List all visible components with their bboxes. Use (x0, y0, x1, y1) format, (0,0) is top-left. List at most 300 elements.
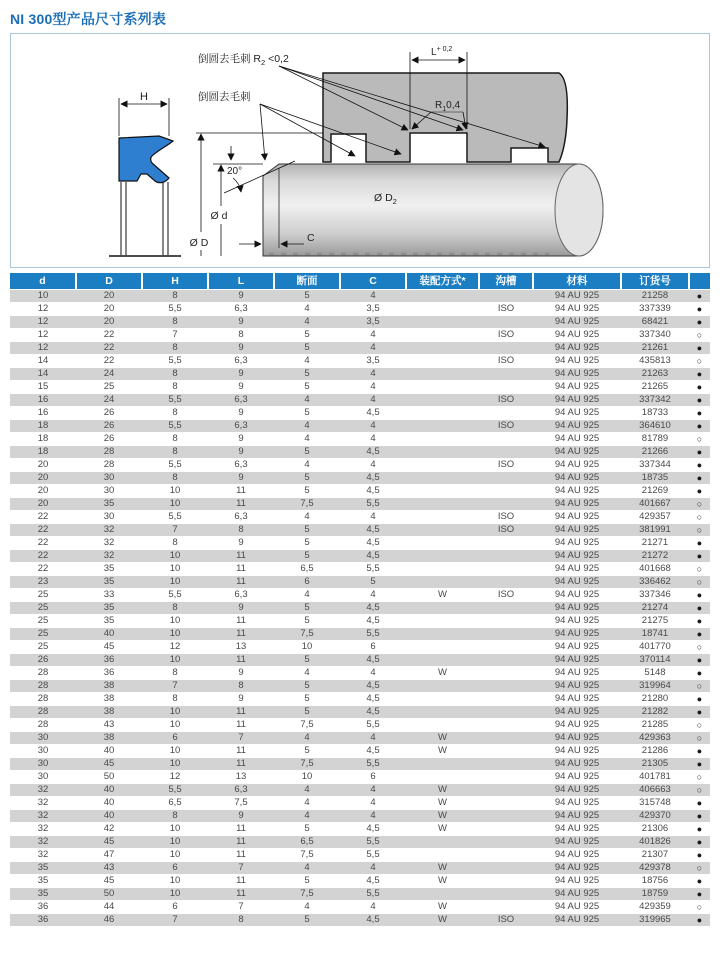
table-row (10, 653, 710, 666)
availability-marker: ● (689, 913, 710, 926)
table-row (10, 549, 710, 562)
availability-marker: ○ (689, 328, 710, 341)
cell-D: 36 (76, 666, 142, 679)
cell-section: 7,5 (274, 497, 340, 510)
l-dim-label: $L^{+ 0,2}$ (431, 46, 453, 58)
cell-order-no: 319965 (621, 913, 689, 926)
availability-marker: ● (689, 848, 710, 861)
table-row (10, 419, 710, 432)
availability-marker: ● (689, 549, 710, 562)
deburr-label: 倒圆去毛刺 (198, 91, 251, 103)
cell-D: 20 (76, 315, 142, 328)
cell-order-no: 68421 (621, 315, 689, 328)
cell-C: 4 (340, 588, 406, 601)
availability-marker: ● (689, 653, 710, 666)
table-row (10, 809, 710, 822)
cell-assembly (406, 393, 479, 406)
cell-assembly (406, 380, 479, 393)
cell-groove (479, 809, 533, 822)
cell-d: 12 (10, 328, 76, 341)
cell-D: 24 (76, 393, 142, 406)
cell-H: 8 (142, 367, 208, 380)
table-row (10, 666, 710, 679)
cell-C: 4 (340, 510, 406, 523)
cell-C: 4,5 (340, 653, 406, 666)
availability-marker: ○ (689, 679, 710, 692)
availability-marker: ○ (689, 523, 710, 536)
cell-material: 94 AU 925 (533, 601, 621, 614)
cell-C: 4 (340, 900, 406, 913)
availability-marker: ○ (689, 861, 710, 874)
cell-material: 94 AU 925 (533, 406, 621, 419)
cell-section: 5 (274, 406, 340, 419)
cell-C: 4 (340, 861, 406, 874)
cell-assembly (406, 328, 479, 341)
cell-L: 11 (208, 484, 274, 497)
cell-assembly: W (406, 744, 479, 757)
cell-L: 9 (208, 601, 274, 614)
cell-d: 20 (10, 484, 76, 497)
cell-C: 4,5 (340, 484, 406, 497)
cell-D: 40 (76, 783, 142, 796)
cell-order-no: 18741 (621, 627, 689, 640)
cell-L: 11 (208, 627, 274, 640)
cell-order-no: 406663 (621, 783, 689, 796)
cell-D: 43 (76, 861, 142, 874)
cell-d: 28 (10, 666, 76, 679)
cell-material: 94 AU 925 (533, 471, 621, 484)
cell-D: 26 (76, 406, 142, 419)
cell-L: 9 (208, 406, 274, 419)
cell-L: 9 (208, 432, 274, 445)
cell-C: 4,5 (340, 601, 406, 614)
cell-order-no: 21285 (621, 718, 689, 731)
cell-C: 5,5 (340, 757, 406, 770)
cell-L: 11 (208, 874, 274, 887)
cell-assembly (406, 419, 479, 432)
product-dimension-table (10, 273, 710, 927)
cell-D: 35 (76, 575, 142, 588)
cell-section: 4 (274, 393, 340, 406)
cell-L: 7 (208, 900, 274, 913)
table-row (10, 705, 710, 718)
cell-H: 8 (142, 289, 208, 302)
availability-marker: ○ (689, 510, 710, 523)
availability-marker: ● (689, 484, 710, 497)
cell-groove (479, 692, 533, 705)
cell-C: 5 (340, 575, 406, 588)
cell-order-no: 21261 (621, 341, 689, 354)
technical-diagram (11, 34, 709, 267)
cell-d: 15 (10, 380, 76, 393)
availability-marker: ● (689, 614, 710, 627)
cell-material: 94 AU 925 (533, 653, 621, 666)
cell-section: 6 (274, 575, 340, 588)
cell-H: 10 (142, 575, 208, 588)
cell-H: 10 (142, 497, 208, 510)
availability-marker: ● (689, 692, 710, 705)
cell-d: 25 (10, 588, 76, 601)
cell-D: 32 (76, 549, 142, 562)
table-row (10, 770, 710, 783)
cell-L: 11 (208, 549, 274, 562)
cell-section: 10 (274, 770, 340, 783)
cell-material: 94 AU 925 (533, 874, 621, 887)
cell-H: 8 (142, 445, 208, 458)
cell-order-no: 337344 (621, 458, 689, 471)
cell-assembly (406, 653, 479, 666)
col-header-groove: 沟槽 (479, 273, 533, 289)
cell-L: 9 (208, 341, 274, 354)
cell-order-no: 429363 (621, 731, 689, 744)
cell-D: 45 (76, 835, 142, 848)
cell-H: 6 (142, 731, 208, 744)
cell-d: 18 (10, 432, 76, 445)
cell-D: 35 (76, 614, 142, 627)
cell-C: 3,5 (340, 315, 406, 328)
cell-L: 6,3 (208, 783, 274, 796)
cell-order-no: 21286 (621, 744, 689, 757)
cell-groove (479, 744, 533, 757)
cell-groove (479, 367, 533, 380)
cell-D: 40 (76, 796, 142, 809)
cell-assembly: W (406, 822, 479, 835)
cell-groove: ISO (479, 302, 533, 315)
cell-section: 5 (274, 601, 340, 614)
cell-H: 10 (142, 744, 208, 757)
cell-order-no: 319964 (621, 679, 689, 692)
cell-material: 94 AU 925 (533, 432, 621, 445)
cell-material: 94 AU 925 (533, 692, 621, 705)
cell-order-no: 435813 (621, 354, 689, 367)
cell-groove (479, 471, 533, 484)
cell-assembly (406, 887, 479, 900)
cell-L: 6,3 (208, 510, 274, 523)
cell-C: 4,5 (340, 536, 406, 549)
cell-assembly (406, 302, 479, 315)
cell-d: 28 (10, 679, 76, 692)
cell-material: 94 AU 925 (533, 913, 621, 926)
table-row (10, 627, 710, 640)
cell-C: 4,5 (340, 822, 406, 835)
cell-order-no: 337339 (621, 302, 689, 315)
availability-marker: ● (689, 380, 710, 393)
cell-D: 30 (76, 484, 142, 497)
c-dim-label: C (307, 232, 315, 244)
cell-H: 5,5 (142, 419, 208, 432)
cell-groove (479, 874, 533, 887)
cell-order-no: 429370 (621, 809, 689, 822)
cell-section: 4 (274, 510, 340, 523)
cell-order-no: 18756 (621, 874, 689, 887)
cell-D: 45 (76, 757, 142, 770)
cell-C: 4 (340, 666, 406, 679)
cell-order-no: 401781 (621, 770, 689, 783)
availability-marker: ○ (689, 432, 710, 445)
table-row (10, 497, 710, 510)
cell-section: 5 (274, 484, 340, 497)
cell-L: 11 (208, 744, 274, 757)
cell-assembly (406, 354, 479, 367)
cell-d: 22 (10, 536, 76, 549)
table-row (10, 367, 710, 380)
cell-section: 4 (274, 666, 340, 679)
cell-H: 10 (142, 848, 208, 861)
cell-C: 4,5 (340, 445, 406, 458)
cell-D: 44 (76, 900, 142, 913)
cell-assembly (406, 458, 479, 471)
cell-d: 25 (10, 640, 76, 653)
cell-groove: ISO (479, 354, 533, 367)
cell-C: 4 (340, 458, 406, 471)
availability-marker: ○ (689, 718, 710, 731)
cell-groove (479, 822, 533, 835)
cell-L: 6,3 (208, 354, 274, 367)
dia-D-label: Ø D (189, 237, 209, 249)
cell-order-no: 18759 (621, 887, 689, 900)
cell-H: 8 (142, 536, 208, 549)
availability-marker: ● (689, 796, 710, 809)
cell-H: 8 (142, 432, 208, 445)
cell-d: 16 (10, 393, 76, 406)
cell-d: 32 (10, 835, 76, 848)
table-header-row (10, 273, 710, 289)
cell-material: 94 AU 925 (533, 796, 621, 809)
col-header-material: 材料 (533, 273, 621, 289)
availability-marker: ● (689, 419, 710, 432)
cell-groove (479, 861, 533, 874)
table-row (10, 822, 710, 835)
cell-d: 23 (10, 575, 76, 588)
cell-assembly: W (406, 796, 479, 809)
cell-L: 6,3 (208, 458, 274, 471)
cell-D: 47 (76, 848, 142, 861)
seal-cross-section (109, 136, 181, 256)
cell-assembly (406, 718, 479, 731)
cell-order-no: 337340 (621, 328, 689, 341)
table-row (10, 536, 710, 549)
cell-L: 8 (208, 328, 274, 341)
cell-D: 42 (76, 822, 142, 835)
cell-material: 94 AU 925 (533, 289, 621, 302)
col-header-order-no: 订货号 (621, 273, 689, 289)
cell-L: 9 (208, 315, 274, 328)
cell-section: 5 (274, 549, 340, 562)
cell-section: 7,5 (274, 718, 340, 731)
cell-section: 5 (274, 705, 340, 718)
cell-groove (479, 497, 533, 510)
cell-section: 5 (274, 328, 340, 341)
cell-d: 12 (10, 315, 76, 328)
col-header-C: C (340, 273, 406, 289)
cell-section: 4 (274, 432, 340, 445)
cell-section: 5 (274, 744, 340, 757)
cell-groove: ISO (479, 913, 533, 926)
cell-d: 20 (10, 471, 76, 484)
cell-material: 94 AU 925 (533, 549, 621, 562)
table-row (10, 510, 710, 523)
cell-assembly (406, 406, 479, 419)
table-row (10, 835, 710, 848)
col-header-D: D (76, 273, 142, 289)
table-row (10, 354, 710, 367)
table-row (10, 484, 710, 497)
cell-assembly (406, 614, 479, 627)
cell-material: 94 AU 925 (533, 510, 621, 523)
cell-assembly: W (406, 666, 479, 679)
cell-order-no: 401826 (621, 835, 689, 848)
cell-material: 94 AU 925 (533, 809, 621, 822)
cell-section: 5 (274, 341, 340, 354)
cell-section: 4 (274, 588, 340, 601)
cell-H: 12 (142, 770, 208, 783)
table-wrap (10, 273, 710, 927)
cell-d: 35 (10, 874, 76, 887)
cell-C: 6 (340, 640, 406, 653)
cell-material: 94 AU 925 (533, 770, 621, 783)
col-header-availability (689, 273, 710, 289)
cell-section: 7,5 (274, 757, 340, 770)
table-row (10, 900, 710, 913)
page-title: NI 300型产品尺寸系列表 (10, 11, 167, 27)
cell-section: 4 (274, 809, 340, 822)
cell-order-no: 5148 (621, 666, 689, 679)
cell-L: 13 (208, 640, 274, 653)
cell-C: 4,5 (340, 523, 406, 536)
cell-L: 6,3 (208, 419, 274, 432)
cell-d: 25 (10, 601, 76, 614)
availability-marker: ● (689, 874, 710, 887)
cell-section: 5 (274, 536, 340, 549)
cell-groove: ISO (479, 510, 533, 523)
cell-material: 94 AU 925 (533, 315, 621, 328)
cell-D: 36 (76, 653, 142, 666)
cell-groove (479, 796, 533, 809)
cell-d: 30 (10, 744, 76, 757)
cell-order-no: 21271 (621, 536, 689, 549)
cell-D: 30 (76, 471, 142, 484)
table-row (10, 796, 710, 809)
cell-H: 8 (142, 471, 208, 484)
cell-material: 94 AU 925 (533, 705, 621, 718)
cell-d: 18 (10, 419, 76, 432)
table-row (10, 679, 710, 692)
cell-L: 13 (208, 770, 274, 783)
cell-section: 5 (274, 523, 340, 536)
cell-H: 10 (142, 562, 208, 575)
cell-order-no: 21275 (621, 614, 689, 627)
cell-D: 35 (76, 601, 142, 614)
cell-C: 4 (340, 809, 406, 822)
cell-d: 28 (10, 692, 76, 705)
cell-H: 10 (142, 822, 208, 835)
cell-L: 11 (208, 705, 274, 718)
cell-D: 32 (76, 523, 142, 536)
cell-order-no: 429378 (621, 861, 689, 874)
cell-section: 5 (274, 380, 340, 393)
cell-groove (479, 484, 533, 497)
cell-groove: ISO (479, 458, 533, 471)
cell-d: 20 (10, 497, 76, 510)
table-row (10, 731, 710, 744)
cell-C: 4 (340, 419, 406, 432)
cell-assembly: W (406, 913, 479, 926)
cell-D: 22 (76, 341, 142, 354)
cell-order-no: 21282 (621, 705, 689, 718)
cell-d: 35 (10, 861, 76, 874)
cell-H: 8 (142, 601, 208, 614)
cell-groove (479, 653, 533, 666)
cell-assembly: W (406, 731, 479, 744)
cell-d: 20 (10, 458, 76, 471)
cell-section: 6,5 (274, 835, 340, 848)
cell-L: 11 (208, 822, 274, 835)
cell-D: 38 (76, 731, 142, 744)
cell-L: 11 (208, 497, 274, 510)
cell-C: 4 (340, 432, 406, 445)
table-row (10, 874, 710, 887)
cell-order-no: 401668 (621, 562, 689, 575)
cell-H: 8 (142, 406, 208, 419)
col-header-H: H (142, 273, 208, 289)
table-row (10, 393, 710, 406)
cell-assembly (406, 341, 479, 354)
cell-L: 11 (208, 614, 274, 627)
cell-D: 28 (76, 458, 142, 471)
table-row (10, 458, 710, 471)
cell-L: 9 (208, 692, 274, 705)
cell-material: 94 AU 925 (533, 484, 621, 497)
cell-material: 94 AU 925 (533, 523, 621, 536)
cell-groove: ISO (479, 419, 533, 432)
cell-C: 5,5 (340, 887, 406, 900)
cell-material: 94 AU 925 (533, 328, 621, 341)
cell-D: 38 (76, 692, 142, 705)
cell-order-no: 21306 (621, 822, 689, 835)
availability-marker: ○ (689, 640, 710, 653)
cell-L: 11 (208, 718, 274, 731)
rod-end-face (555, 164, 603, 256)
cell-C: 4,5 (340, 913, 406, 926)
r1-label: $R_10,4$ (435, 100, 461, 113)
cell-D: 30 (76, 510, 142, 523)
cell-groove (479, 783, 533, 796)
cell-groove: ISO (479, 588, 533, 601)
cell-C: 4 (340, 341, 406, 354)
cell-assembly (406, 471, 479, 484)
availability-marker: ● (689, 315, 710, 328)
cell-section: 4 (274, 796, 340, 809)
availability-marker: ● (689, 458, 710, 471)
cell-L: 11 (208, 848, 274, 861)
cell-section: 5 (274, 874, 340, 887)
cell-H: 10 (142, 718, 208, 731)
cell-H: 10 (142, 874, 208, 887)
cell-d: 22 (10, 562, 76, 575)
cell-C: 4 (340, 367, 406, 380)
cell-assembly (406, 523, 479, 536)
cell-groove (479, 900, 533, 913)
cell-H: 5,5 (142, 458, 208, 471)
cell-order-no: 337346 (621, 588, 689, 601)
cell-D: 22 (76, 354, 142, 367)
cell-H: 8 (142, 809, 208, 822)
cell-order-no: 21258 (621, 289, 689, 302)
table-row (10, 523, 710, 536)
cell-H: 10 (142, 614, 208, 627)
table-row (10, 887, 710, 900)
housing-block (323, 73, 567, 162)
